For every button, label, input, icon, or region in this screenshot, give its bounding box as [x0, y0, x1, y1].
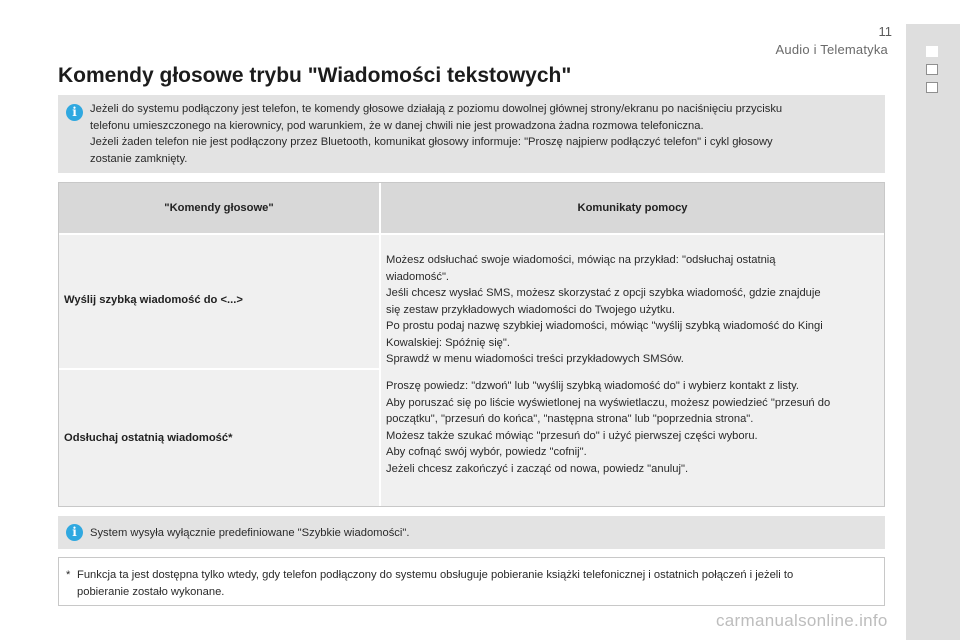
help-line: Możesz także szukać mówiąc "przesuń do" i użyć pierwszej części wyboru.	[386, 429, 758, 442]
footnote-marker: *	[66, 569, 71, 581]
help-line: Możesz odsłuchać swoje wiadomości, mówiąc na przykład: "odsłuchaj ostatnią	[386, 254, 776, 266]
footnote-line: pobieranie zostało wykonane.	[77, 585, 225, 598]
page-nav-square	[926, 64, 938, 75]
watermark: carmanualsonline.info	[716, 611, 888, 630]
section-title: Audio i Telematyka	[775, 42, 888, 57]
voice-commands-table	[58, 182, 885, 507]
info-icon: i	[66, 104, 83, 121]
footnote-line: Funkcja ta jest dostępna tylko wtedy, gdy telefon podłączony do systemu obsługuje pobieranie książki telefonicznej i ostatnich połączeń i jeżeli to	[77, 569, 794, 581]
help-text-send-quick-message	[386, 252, 878, 368]
page-nav-square-active	[926, 46, 938, 57]
info-line: telefonu umieszczonego na kierownicy, pod warunkiem, że w danej chwili nie jest prowadzona żadna rozmowa telefoniczna.	[90, 119, 704, 132]
help-line: Aby cofnąć swój wybór, powiedz "cofnij".	[386, 446, 587, 458]
help-line: Aby poruszać się po liście wyświetlonej na wyświetlaczu, możesz powiedzieć "przesuń do	[386, 396, 831, 409]
command-listen-last-message: Odsłuchaj ostatnią wiadomość*	[64, 432, 233, 444]
table-header-help: Komunikaty pomocy	[381, 183, 884, 233]
info-line: zostanie zamknięty.	[90, 152, 188, 165]
info-line: Jeżeli żaden telefon nie jest podłączony przez Bluetooth, komunikat głosowy informuje: "Proszę najpierw podłączyć telefon" i cykl głosowy	[90, 136, 773, 148]
help-text-listen-last-message	[386, 378, 878, 477]
help-line: Proszę powiedz: "dzwoń" lub "wyślij szybką wiadomość do" i wybierz kontakt z listy.	[386, 380, 799, 392]
table-header-commands: "Komendy głosowe"	[59, 183, 379, 233]
page-nav-square	[926, 82, 938, 93]
page-side-strip	[906, 24, 960, 640]
help-line: Kowalskiej: Spóźnię się".	[386, 336, 510, 349]
table-divider	[59, 233, 884, 235]
help-line: początku", "przesuń do końca", "następna strona" lub "poprzednia strona".	[386, 413, 754, 425]
help-line: Sprawdź w menu wiadomości treści przykładowych SMSów.	[386, 353, 684, 365]
help-line: wiadomość".	[386, 270, 450, 283]
table-divider	[379, 183, 381, 506]
info-text	[90, 101, 871, 167]
info-box-top	[58, 95, 885, 173]
table-divider	[59, 368, 379, 370]
info-line: Jeżeli do systemu podłączony jest telefon, te komendy głosowe działają z poziomu dowolnej głównej strony/ekranu po naciśnięciu przycisku	[90, 103, 783, 115]
command-send-quick-message: Wyślij szybką wiadomość do <...>	[64, 294, 243, 306]
footnote	[58, 557, 885, 606]
help-line: Po prostu podaj nazwę szybkiej wiadomości, mówiąc "wyślij szybką wiadomość do Kingi	[386, 320, 823, 332]
info-text: System wysyła wyłącznie predefiniowane "Szybkie wiadomości".	[90, 527, 410, 539]
info-box-bottom	[58, 516, 885, 549]
page-number: 11	[878, 24, 892, 39]
help-line: się zestaw przykładowych wiadomości do Twojego użytku.	[386, 303, 675, 316]
page-heading: Komendy głosowe trybu "Wiadomości tekstowych"	[58, 64, 572, 87]
help-line: Jeżeli chcesz zakończyć i zacząć od nowa, powiedz "anuluj".	[386, 462, 689, 475]
help-line: Jeśli chcesz wysłać SMS, możesz skorzystać z opcji szybka wiadomość, gdzie znajduje	[386, 287, 821, 299]
info-icon: i	[66, 524, 83, 541]
